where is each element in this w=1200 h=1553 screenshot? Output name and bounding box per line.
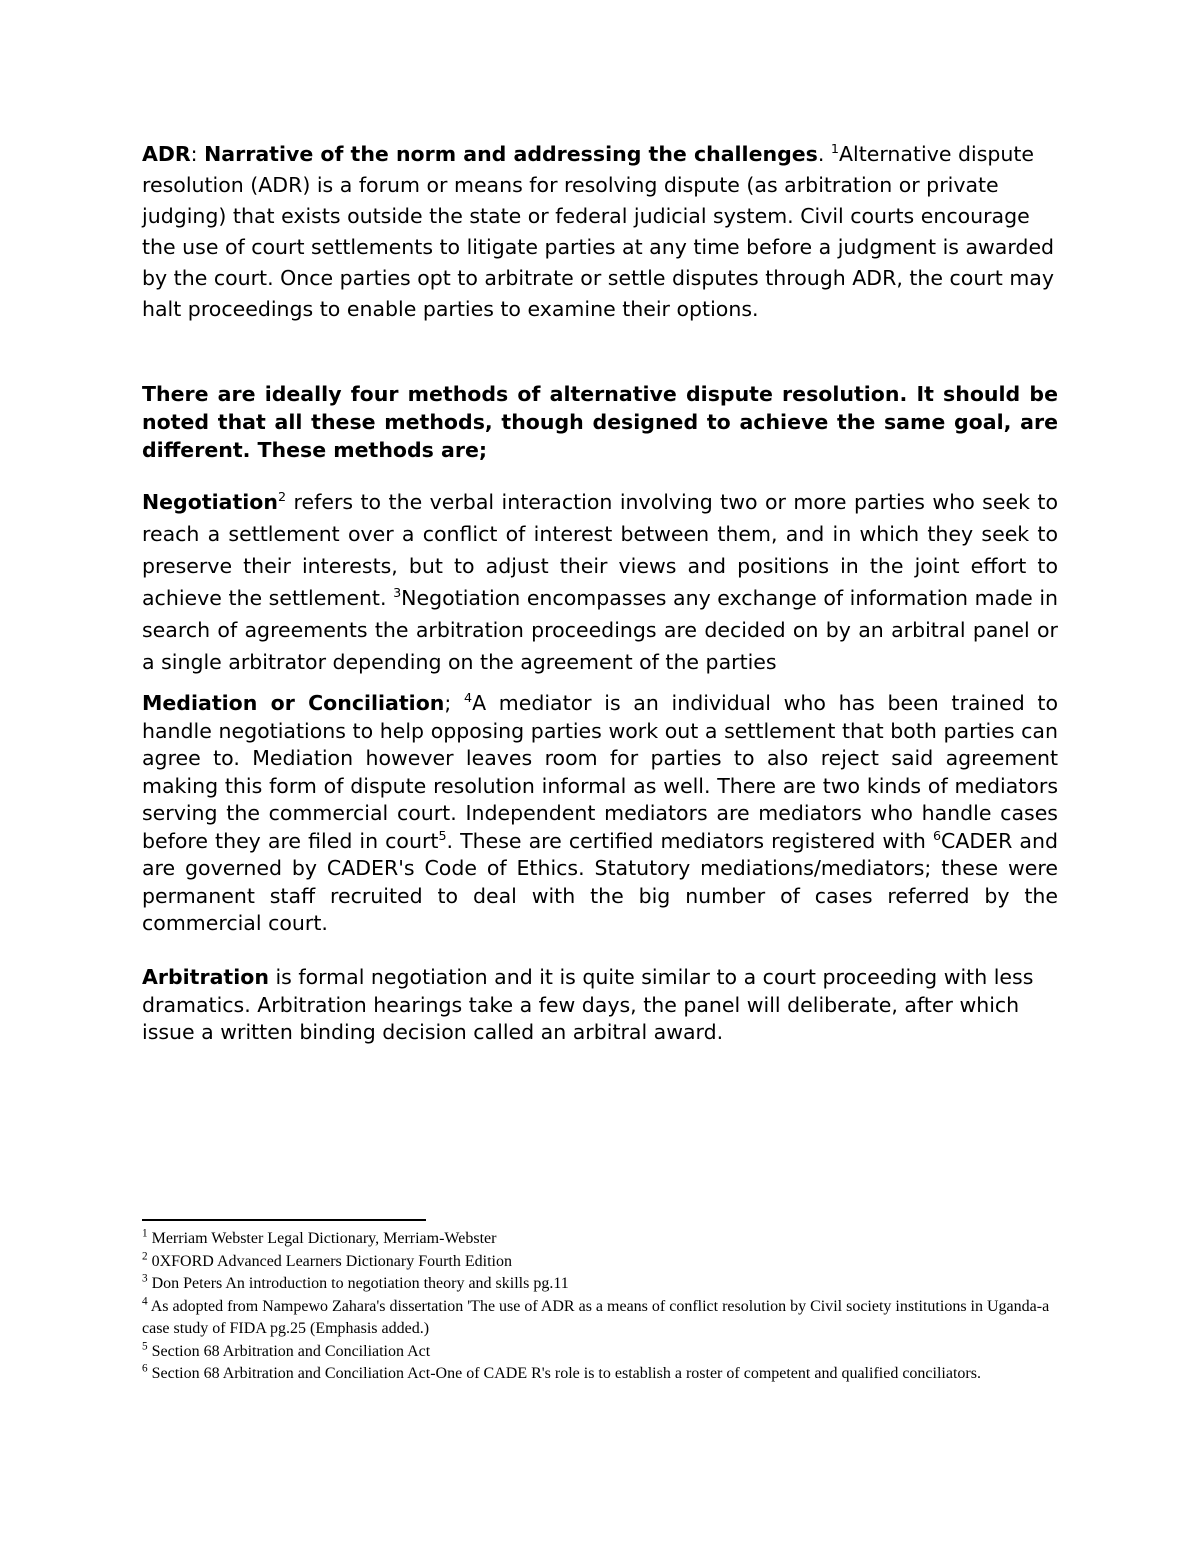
footnote-number: 6 bbox=[142, 1362, 148, 1375]
mediation-text-2: . These are certified mediators registered with bbox=[446, 828, 933, 853]
footnote-number: 1 bbox=[142, 1227, 148, 1240]
negotiation-paragraph bbox=[142, 486, 1058, 678]
methods-intro-paragraph: There are ideally four methods of alternative dispute resolution. It should be noted that all these methods, though designed to achieve the same goal, are different. These methods are; bbox=[142, 382, 1058, 462]
mediation-text-1: A mediator is an individual who has been trained to handle negotiations to help opposing parties work out a settlement that both parties can agree to. Mediation however leaves room for parties to also reject said agreement making this form of dispute resolution informal as well. There are two kinds of mediators serving the commercial court. Independent mediators are mediators who handle cases before they are filed in court bbox=[142, 691, 1058, 853]
footnote-2 bbox=[142, 1251, 1058, 1274]
negotiation-text-1: refers to the verbal interaction involving two or more parties who seek to reach a settlement over a conflict of interest between them, and in which they seek to preserve their interests, but to adjust their views and positions in the joint effort to achieve the settlement. bbox=[142, 490, 1058, 610]
negotiation-term: Negotiation bbox=[142, 490, 278, 514]
intro-paragraph bbox=[142, 139, 1058, 325]
footnote-text: Don Peters An introduction to negotiation theory and skills pg.11 bbox=[147, 1275, 569, 1292]
intro-text: Alternative dispute resolution (ADR) is a forum or means for resolving dispute (as arbitration or private judging) that exists outside the state or federal judicial system. Civil courts encourage the use of court settlements to litigate parties at any time before a judgment is awarded by the court. Once parties opt to arbitrate or settle disputes through ADR, the court may halt proceedings to enable parties to examine their options. bbox=[142, 142, 1055, 321]
heading-title: Narrative of the norm and addressing the challenges bbox=[204, 142, 818, 166]
mediation-term: Mediation or Conciliation bbox=[142, 691, 445, 715]
footnotes-section bbox=[142, 1228, 1058, 1386]
mediation-text-3: CADER and are governed by CADER's Code of Ethics. Statutory mediations/mediators; these were permanent staff recruited to deal with the big number of cases referred by the commercial court. bbox=[142, 828, 1058, 935]
footnote-text: Section 68 Arbitration and Conciliation Act bbox=[147, 1342, 431, 1360]
footnote-5 bbox=[142, 1341, 1058, 1364]
footnote-number: 3 bbox=[142, 1272, 148, 1285]
negotiation-text-2: Negotiation encompasses any exchange of information made in search of agreements the arbitration proceedings are decided on by an arbitral panel or a single arbitrator depending on the agreement of the parties bbox=[142, 586, 1059, 674]
arbitration-text: is formal negotiation and it is quite similar to a court proceeding with less dramatics. Arbitration hearings take a few days, the panel will deliberate, after which issue a written binding decision called an arbitral award. bbox=[142, 965, 1034, 1044]
footnote-text: Merriam Webster Legal Dictionary, Merriam-Webster bbox=[147, 1230, 497, 1247]
footnote-ref-2[interactable]: 2 bbox=[277, 489, 287, 505]
footnote-number: 5 bbox=[142, 1340, 148, 1353]
footnote-4 bbox=[142, 1296, 1058, 1341]
footnote-1 bbox=[142, 1228, 1058, 1251]
footnote-6 bbox=[142, 1363, 1058, 1386]
footnote-text: 0XFORD Advanced Learners Dictionary Fourth Edition bbox=[147, 1252, 512, 1270]
footnote-3 bbox=[142, 1273, 1058, 1296]
mediation-semicolon: ; bbox=[444, 691, 464, 715]
footnote-separator bbox=[142, 1219, 426, 1221]
footnote-ref-3[interactable]: 3 bbox=[393, 585, 402, 601]
footnote-text: As adopted from Nampewo Zahara's dissertation 'The use of ADR as a means of conflict resolution by Civil society institutions in Uganda-a case study of FIDA pg.25 (Emphasis added.) bbox=[142, 1297, 1050, 1337]
arbitration-paragraph bbox=[142, 964, 1058, 1047]
arbitration-term: Arbitration bbox=[142, 965, 269, 989]
heading-colon: : bbox=[190, 142, 205, 166]
footnote-number: 4 bbox=[142, 1295, 148, 1308]
footnote-ref-4[interactable]: 4 bbox=[463, 690, 473, 706]
footnote-ref-1[interactable]: 1 bbox=[830, 141, 839, 157]
heading-adr: ADR bbox=[142, 142, 191, 166]
footnote-number: 2 bbox=[142, 1250, 148, 1263]
footnote-ref-6[interactable]: 6 bbox=[932, 827, 942, 843]
footnote-text: Section 68 Arbitration and Conciliation Act-One of CADE R's role is to establish a roster of competent and qualified conciliators. bbox=[147, 1365, 981, 1382]
heading-period: . bbox=[817, 142, 831, 166]
mediation-paragraph bbox=[142, 690, 1058, 938]
footnote-ref-5[interactable]: 5 bbox=[438, 827, 447, 843]
